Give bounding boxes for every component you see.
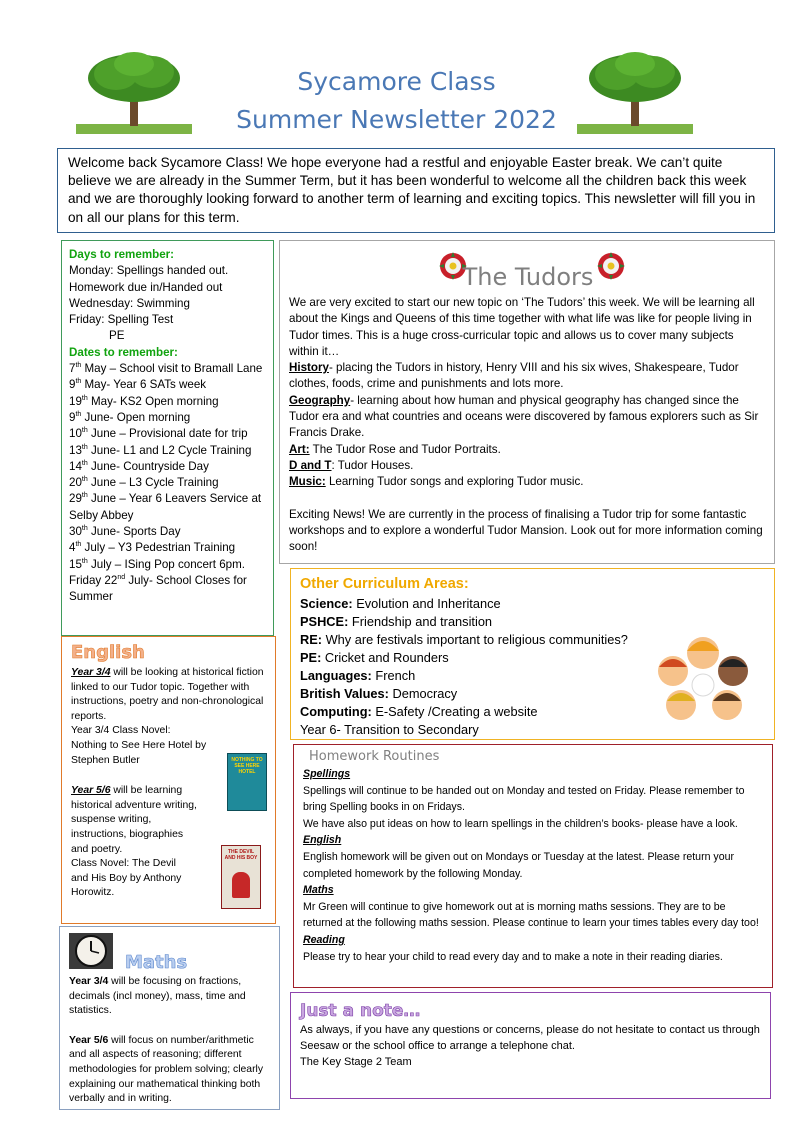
note-text: As always, if you have any questions or concerns, please do not hesitate to contact us through Seesaw or the school office to arrange a telephone chat.: [300, 1024, 760, 1052]
curriculum-item: Languages: French: [300, 668, 416, 683]
english-novel-line: Stephen Butler: [71, 754, 140, 766]
note-sign: The Key Stage 2 Team: [300, 1055, 412, 1068]
homework-heading: Homework Routines: [309, 749, 440, 764]
tudors-subject: Art: The Tudor Rose and Tudor Portraits.: [289, 442, 501, 456]
days-box: [61, 240, 274, 636]
maths-year34: Year 3/4 will be focusing on fractions, decimals (incl money), mass, time and statistics.: [69, 976, 246, 1017]
days-heading: Days to remember:: [69, 248, 175, 261]
date-item: 29th June – Year 6 Leavers Service at Selby Abbey: [69, 492, 262, 522]
homework-section-label: Maths: [303, 884, 334, 897]
note-box: [290, 992, 771, 1099]
date-item: Friday 22nd July- School Closes for Summer: [69, 573, 247, 604]
curriculum-item: PSHCE: Friendship and transition: [300, 614, 493, 629]
book-cover-title: THE DEVIL AND HIS BOY: [224, 849, 258, 861]
tudors-subject: D and T: Tudor Houses.: [289, 458, 414, 472]
days-line: Wednesday: Swimming: [69, 296, 190, 310]
homework-section-label: Spellings: [303, 768, 351, 780]
tudors-intro: We are very excited to start our new topic on ‘The Tudors’ this week. We will be learning all about the Kings and Queens of this time together with what life was like for people living in Tudor times. This is a huge cross-curricular topic and allows us to cover many subjects within it…: [289, 296, 755, 358]
english-novel-line: Year 3/4 Class Novel:: [71, 725, 171, 737]
date-item: 19th May- KS2 Open morning: [69, 394, 219, 408]
clock-icon: [69, 933, 113, 969]
tudor-rose-icon: [596, 251, 626, 281]
curriculum-heading: Other Curriculum Areas:: [300, 576, 469, 592]
english-year56-line: Horowitz.: [71, 887, 115, 899]
english-year56-line: historical adventure writing,: [71, 799, 197, 811]
english-year56-line: and His Boy by Anthony: [71, 872, 182, 884]
intro-box: [57, 148, 775, 233]
intro-text: Welcome back Sycamore Class! We hope everyone had a restful and enjoyable Easter break. We can’t quite believe we are already in the Summer Term, but it has been wonderful to welcome all the children back this week and we are thoroughly looking forward to another term of learning and exciting topics. This newsletter will fill you in on all our plans for this term.: [68, 155, 756, 225]
homework-section-text: English homework will be given out on Mondays or Tuesday at the latest. Please return your completed homework by the following Monday.: [303, 850, 735, 880]
curriculum-item: Year 6- Transition to Secondary: [300, 722, 479, 737]
children-circle-image: [647, 631, 759, 731]
homework-section-text: Mr Green will continue to give homework out at is morning maths sessions. They are to be returned at the following maths session. Please continue to learn your times tables every day too!: [303, 900, 759, 930]
tudors-news: Exciting News! We are currently in the process of finalising a Tudor trip for some fantastic workshops and to explore a wonderful Tudor Mansion. Look out for more information coming soon!: [289, 507, 763, 554]
english-year56-line: and poetry.: [71, 843, 123, 855]
book-cover-hotel: [227, 753, 267, 811]
date-item: 4th July – Y3 Pedestrian Training: [69, 541, 236, 555]
tudors-subject: History- placing the Tudors in history, Henry VIII and his six wives, Shakespeare, Tudor clothes, foods, crime and punishments and lots more.: [289, 361, 739, 391]
date-item: 9th June- Open morning: [69, 410, 191, 424]
tudors-heading: The Tudors: [462, 263, 594, 291]
curriculum-item: Science: Evolution and Inheritance: [300, 596, 501, 611]
book-cover-title: NOTHING TO SEE HERE HOTEL: [231, 757, 263, 775]
maths-heading: Maths: [125, 952, 188, 973]
newsletter-title-line2: Summer Newsletter 2022: [236, 105, 557, 134]
dates-list: [69, 361, 266, 605]
english-heading: English: [71, 642, 145, 663]
date-item: 15th July – ISing Pop concert 6pm.: [69, 557, 245, 571]
date-item: 20th June – L3 Cycle Training: [69, 476, 219, 490]
tudors-box: [279, 240, 775, 564]
date-item: 9th May- Year 6 SATs week: [69, 378, 207, 392]
date-item: 30th June- Sports Day: [69, 525, 181, 539]
homework-section-text: Please try to hear your child to read every day and to make a note in their reading diaries.: [303, 950, 723, 963]
homework-section-label: Reading: [303, 933, 345, 946]
dates-heading: Dates to remember:: [69, 345, 178, 359]
curriculum-item: British Values: Democracy: [300, 686, 458, 701]
english-year34: Year 3/4 will be looking at historical fiction linked to our Tudor topic. Together with instructions, poetry and non-chronological reports.: [71, 667, 264, 722]
curriculum-item: PE: Cricket and Rounders: [300, 650, 449, 665]
days-line: Friday: Spelling Test: [69, 313, 174, 327]
maths-box: [59, 926, 280, 1110]
homework-section-label: English: [303, 834, 342, 847]
date-item: 13th June- L1 and L2 Cycle Training: [69, 443, 252, 457]
days-line: PE: [109, 329, 125, 343]
english-box: [61, 636, 276, 924]
curriculum-box: [290, 568, 775, 740]
tudors-subject: Music: Learning Tudor songs and exploring Tudor music.: [289, 475, 584, 489]
english-novel-line: Nothing to See Here Hotel by: [71, 739, 207, 751]
curriculum-item: Computing: E-Safety /Creating a website: [300, 704, 538, 719]
english-year56-line: instructions, biographies: [71, 828, 184, 840]
date-item: 10th June – Provisional date for trip: [69, 427, 248, 441]
english-year56: Year 5/6 will be learning: [71, 785, 183, 797]
book-cover-devil: [221, 845, 261, 909]
date-item: 7th May – School visit to Bramall Lane: [69, 362, 263, 376]
tudors-subject: Geography- learning about how human and physical geography has changed since the Tudor era and what countries and oceans were discovered by famous explorers such as Sir Francis Drake.: [289, 393, 759, 440]
homework-section-text: Spellings will continue to be handed out on Monday and tested on Friday. Please remember to bring Spelling books in on Fridays. We have also put ideas on how to learn spellings in the children’s books- please have a look.: [303, 784, 745, 830]
days-line: Monday: Spellings handed out.: [69, 264, 229, 278]
newsletter-title-line1: Sycamore Class: [297, 67, 496, 96]
curriculum-item: RE: Why are festivals important to religious communities?: [300, 632, 628, 647]
english-year56-line: suspense writing,: [71, 814, 152, 826]
maths-year56: Year 5/6 will focus on number/arithmetic and all aspects of reasoning; different methodologies for problem solving; clearly explaining our mathematical thinking both verbally and in writing.: [69, 1034, 264, 1105]
homework-list: [303, 766, 763, 965]
english-year56-line: Class Novel: The Devil: [71, 858, 176, 870]
note-heading: Just a note…: [300, 1001, 421, 1021]
homework-box: [293, 744, 773, 988]
days-line: Homework due in/Handed out: [69, 280, 223, 294]
date-item: 14th June- Countryside Day: [69, 459, 209, 473]
